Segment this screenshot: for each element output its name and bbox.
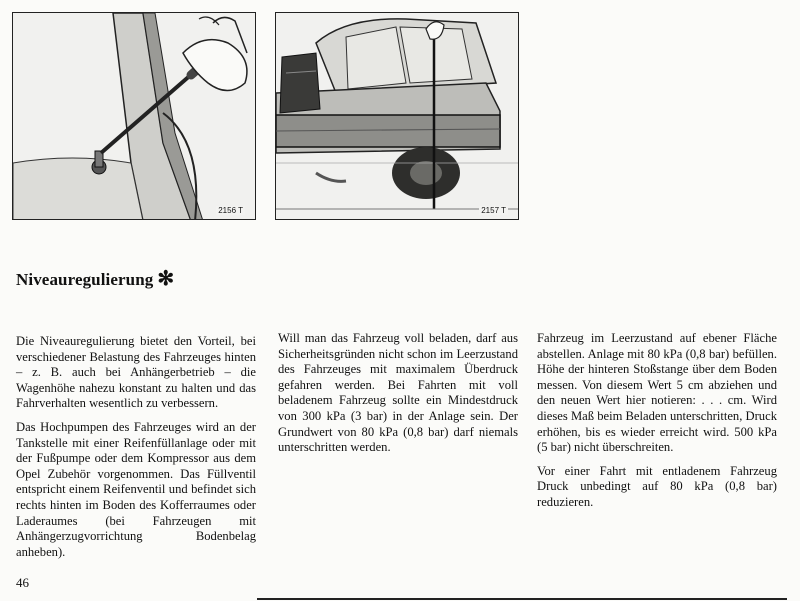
paragraph: Fahrzeug im Leerzustand auf ebener Fläche abstellen. Anlage mit 80 kPa (0,8 bar) befüllen. Höhe der hinteren Stoßstange über dem Boden messen. Von diesem Wert 5 cm abziehen und den neuen Wert hier notieren: . . . cm. Wird dieses Maß beim Beladen unterschritten, Druck erhöhen, bis es wieder erreicht wird. 500 kPa (5 bar) nicht überschreiten. — [537, 331, 777, 455]
figure-valve-illustration — [12, 12, 256, 220]
rear-bumper-height-measure-illustration — [276, 13, 519, 220]
figure-measure-illustration — [275, 12, 519, 220]
text-column-1 — [16, 334, 256, 568]
paragraph: Das Hochpumpen des Fahrzeuges wird an der Tankstelle mit einer Reifenfüllanlage oder mit der Fußpumpe oder dem Kompressor aus dem Opel Zubehör vorgenommen. Das Füllventil entspricht einem Reifenventil und befindet sich rechts hinten im Boden des Kofferraumes oder Laderaumes (bei Fahrzeugen mit Anhängerzugvorrichtung Bodenbelag anheben). — [16, 419, 256, 559]
bottom-rule — [257, 598, 787, 600]
figure-label: 2156 T — [218, 206, 243, 215]
paragraph: Will man das Fahrzeug voll beladen, darf aus Sicherheitsgründen nicht schon im Leerzustand des Fahrzeuges mit maximalem Überdruck gefahren werden. Bei Fahrten mit voll beladenem Fahrzeug sollte ein Mindestdruck von 300 kPa (3 bar) in der Anlage sein. Der Grundwert von 80 kPa (0,8 bar) darf niemals unterschritten werden. — [278, 331, 518, 455]
section-heading — [16, 266, 174, 291]
text-column-3 — [537, 331, 777, 519]
door-sill-height-measure-illustration — [13, 13, 256, 220]
text-column-2 — [278, 331, 518, 464]
page-number: 46 — [16, 575, 29, 590]
asterisk-icon: ✻ — [157, 268, 175, 290]
heading-title: Niveauregulierung — [16, 270, 154, 289]
figure-label: 2157 T — [481, 206, 506, 215]
paragraph: Vor einer Fahrt mit entladenem Fahrzeug Druck unbedingt auf 80 kPa (0,8 bar) reduzieren. — [537, 463, 777, 509]
paragraph: Die Niveauregulierung bietet den Vorteil, bei verschiedener Belastung des Fahrzeuges hinten – z. B. auch bei Anhängerbetrieb – die Wagenhöhe nahezu konstant zu halten und das Fahrverhalten wesentlich zu verbessern. — [16, 334, 256, 411]
